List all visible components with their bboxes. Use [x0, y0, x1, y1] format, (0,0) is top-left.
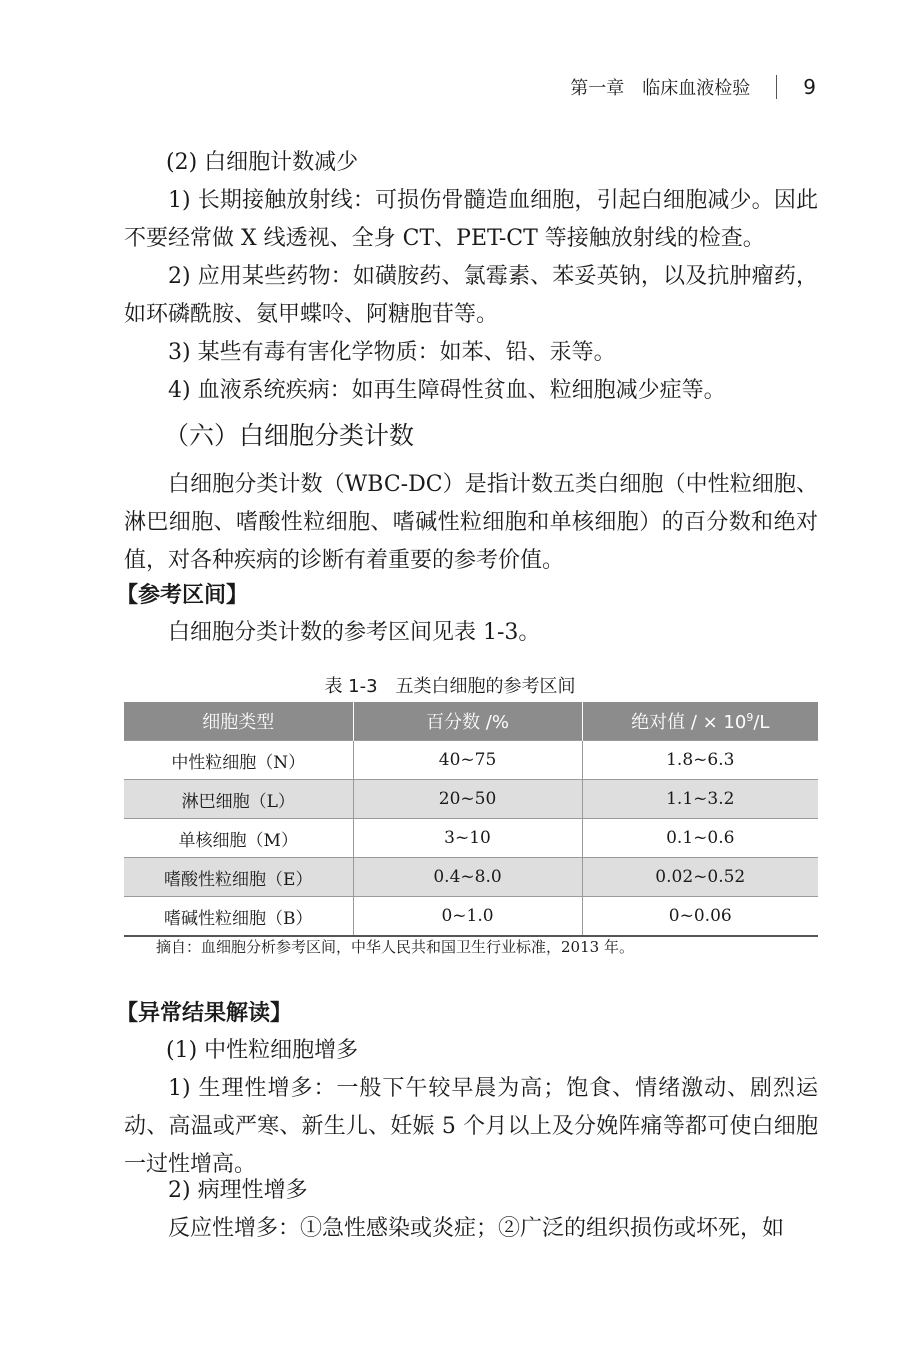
heading-abnormal-results: 【异常结果解读】 [116, 1000, 293, 1026]
subsection-heading-neutrophil-increase: (1) 中性粒细胞增多 [166, 1038, 359, 1063]
subsection-heading-wbc-decrease: (2) 白细胞计数减少 [166, 150, 359, 175]
table-row [124, 897, 818, 937]
running-header [570, 72, 816, 102]
section-title-wbc-dc: （六）白细胞分类计数 [164, 421, 415, 450]
cell-absolute: 1.1~3.2 [582, 780, 818, 819]
table-row [124, 819, 818, 858]
table-row [124, 741, 818, 780]
table-row [124, 858, 818, 897]
cell-type: 单核细胞（M） [124, 819, 353, 858]
table-header-row [124, 702, 818, 741]
cell-type: 嗜酸性粒细胞（E） [124, 858, 353, 897]
paragraph-drugs: 2) 应用某些药物：如磺胺药、氯霉素、苯妥英钠，以及抗肿瘤药，如环磷酰胺、氨甲蝶呤、阿糖胞苷等。 [124, 264, 818, 327]
table-row [124, 780, 818, 819]
cell-percent: 20~50 [353, 780, 582, 819]
header-cell-type: 细胞类型 [124, 702, 353, 741]
paragraph-wbc-dc-intro: 白细胞分类计数（WBC-DC）是指计数五类白细胞（中性粒细胞、淋巴细胞、嗜酸性粒细胞、嗜碱性粒细胞和单核细胞）的百分数和绝对值，对各种疾病的诊断有着重要的参考价值。 [124, 472, 818, 573]
header-cell-absolute: 绝对值 / × $10^9/L$ [582, 702, 818, 741]
paragraph-physiological-increase: 1) 生理性增多：一般下午较早晨为高；饱食、情绪激动、剧烈运动、高温或严寒、新生儿、妊娠 5 个月以上及分娩阵痛等都可使白细胞一过性增高。 [124, 1076, 818, 1177]
paragraph-pathological-increase: 2) 病理性增多 [168, 1178, 308, 1203]
cell-percent: 0~1.0 [353, 897, 582, 937]
cell-type: 中性粒细胞（N） [124, 741, 353, 780]
table-caption: 表 1-3 五类白细胞的参考区间 [324, 676, 576, 697]
cell-type: 淋巴细胞（L） [124, 780, 353, 819]
chapter-title: 第一章 临床血液检验 [570, 78, 751, 99]
page-number: 9 [803, 75, 816, 99]
cell-type: 嗜碱性粒细胞（B） [124, 897, 353, 937]
cell-absolute: 0~0.06 [582, 897, 818, 937]
paragraph-reactive-increase: 反应性增多：①急性感染或炎症；②广泛的组织损伤或坏死，如 [168, 1216, 785, 1241]
cell-percent: 0.4~8.0 [353, 858, 582, 897]
cell-absolute: 0.02~0.52 [582, 858, 818, 897]
cell-percent: 3~10 [353, 819, 582, 858]
cell-absolute: 0.1~0.6 [582, 819, 818, 858]
cell-percent: 40~75 [353, 741, 582, 780]
heading-reference-interval: 【参考区间】 [116, 582, 249, 608]
paragraph-blood-disease: 4) 血液系统疾病：如再生障碍性贫血、粒细胞减少症等。 [168, 378, 726, 403]
paragraph-radiation: 1) 长期接触放射线：可损伤骨髓造血细胞，引起白细胞减少。因此不要经常做 X 线透视、全身 CT、PET-CT 等接触放射线的检查。 [124, 188, 818, 251]
table-source-note: 摘自：血细胞分析参考区间，中华人民共和国卫生行业标准，2013 年。 [156, 938, 634, 956]
paragraph-chemicals: 3) 某些有毒有害化学物质：如苯、铅、汞等。 [168, 340, 616, 365]
header-cell-percent: 百分数 /% [353, 702, 582, 741]
reference-table [124, 702, 818, 937]
paragraph-reference-text: 白细胞分类计数的参考区间见表 1-3。 [168, 620, 541, 645]
cell-absolute: 1.8~6.3 [582, 741, 818, 780]
header-divider [776, 75, 777, 99]
